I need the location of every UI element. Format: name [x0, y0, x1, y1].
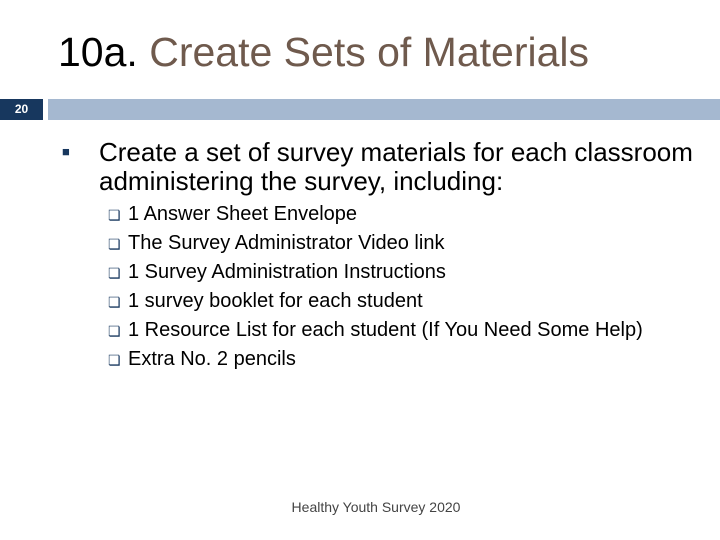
hollow-box-bullet-icon: ❏ [108, 323, 121, 339]
square-bullet-icon: ■ [62, 144, 70, 159]
title-text: Create Sets of Materials [149, 29, 590, 75]
list-item-text: 1 Answer Sheet Envelope [128, 203, 358, 225]
slide-number: 20 [0, 99, 43, 120]
main-bullet-text: Create a set of survey materials for each classroom administering the survey, including: [99, 137, 693, 196]
list-item-text: Extra No. 2 pencils [128, 348, 296, 370]
footer-text: Healthy Youth Survey 2020 [291, 499, 461, 515]
slide-title [58, 26, 589, 78]
list-item-text: 1 Resource List for each student (If You Need Some Help) [128, 319, 643, 341]
list-item-text: 1 Survey Administration Instructions [128, 261, 446, 283]
hollow-box-bullet-icon: ❏ [108, 352, 121, 368]
title-prefix: 10a. [58, 29, 138, 75]
hollow-box-bullet-icon: ❏ [108, 207, 121, 223]
list-item-text: 1 survey booklet for each student [128, 290, 423, 312]
header-bar [48, 99, 720, 120]
hollow-box-bullet-icon: ❏ [108, 265, 121, 281]
list-item-text: The Survey Administrator Video link [128, 232, 445, 254]
hollow-box-bullet-icon: ❏ [108, 294, 121, 310]
hollow-box-bullet-icon: ❏ [108, 236, 121, 252]
